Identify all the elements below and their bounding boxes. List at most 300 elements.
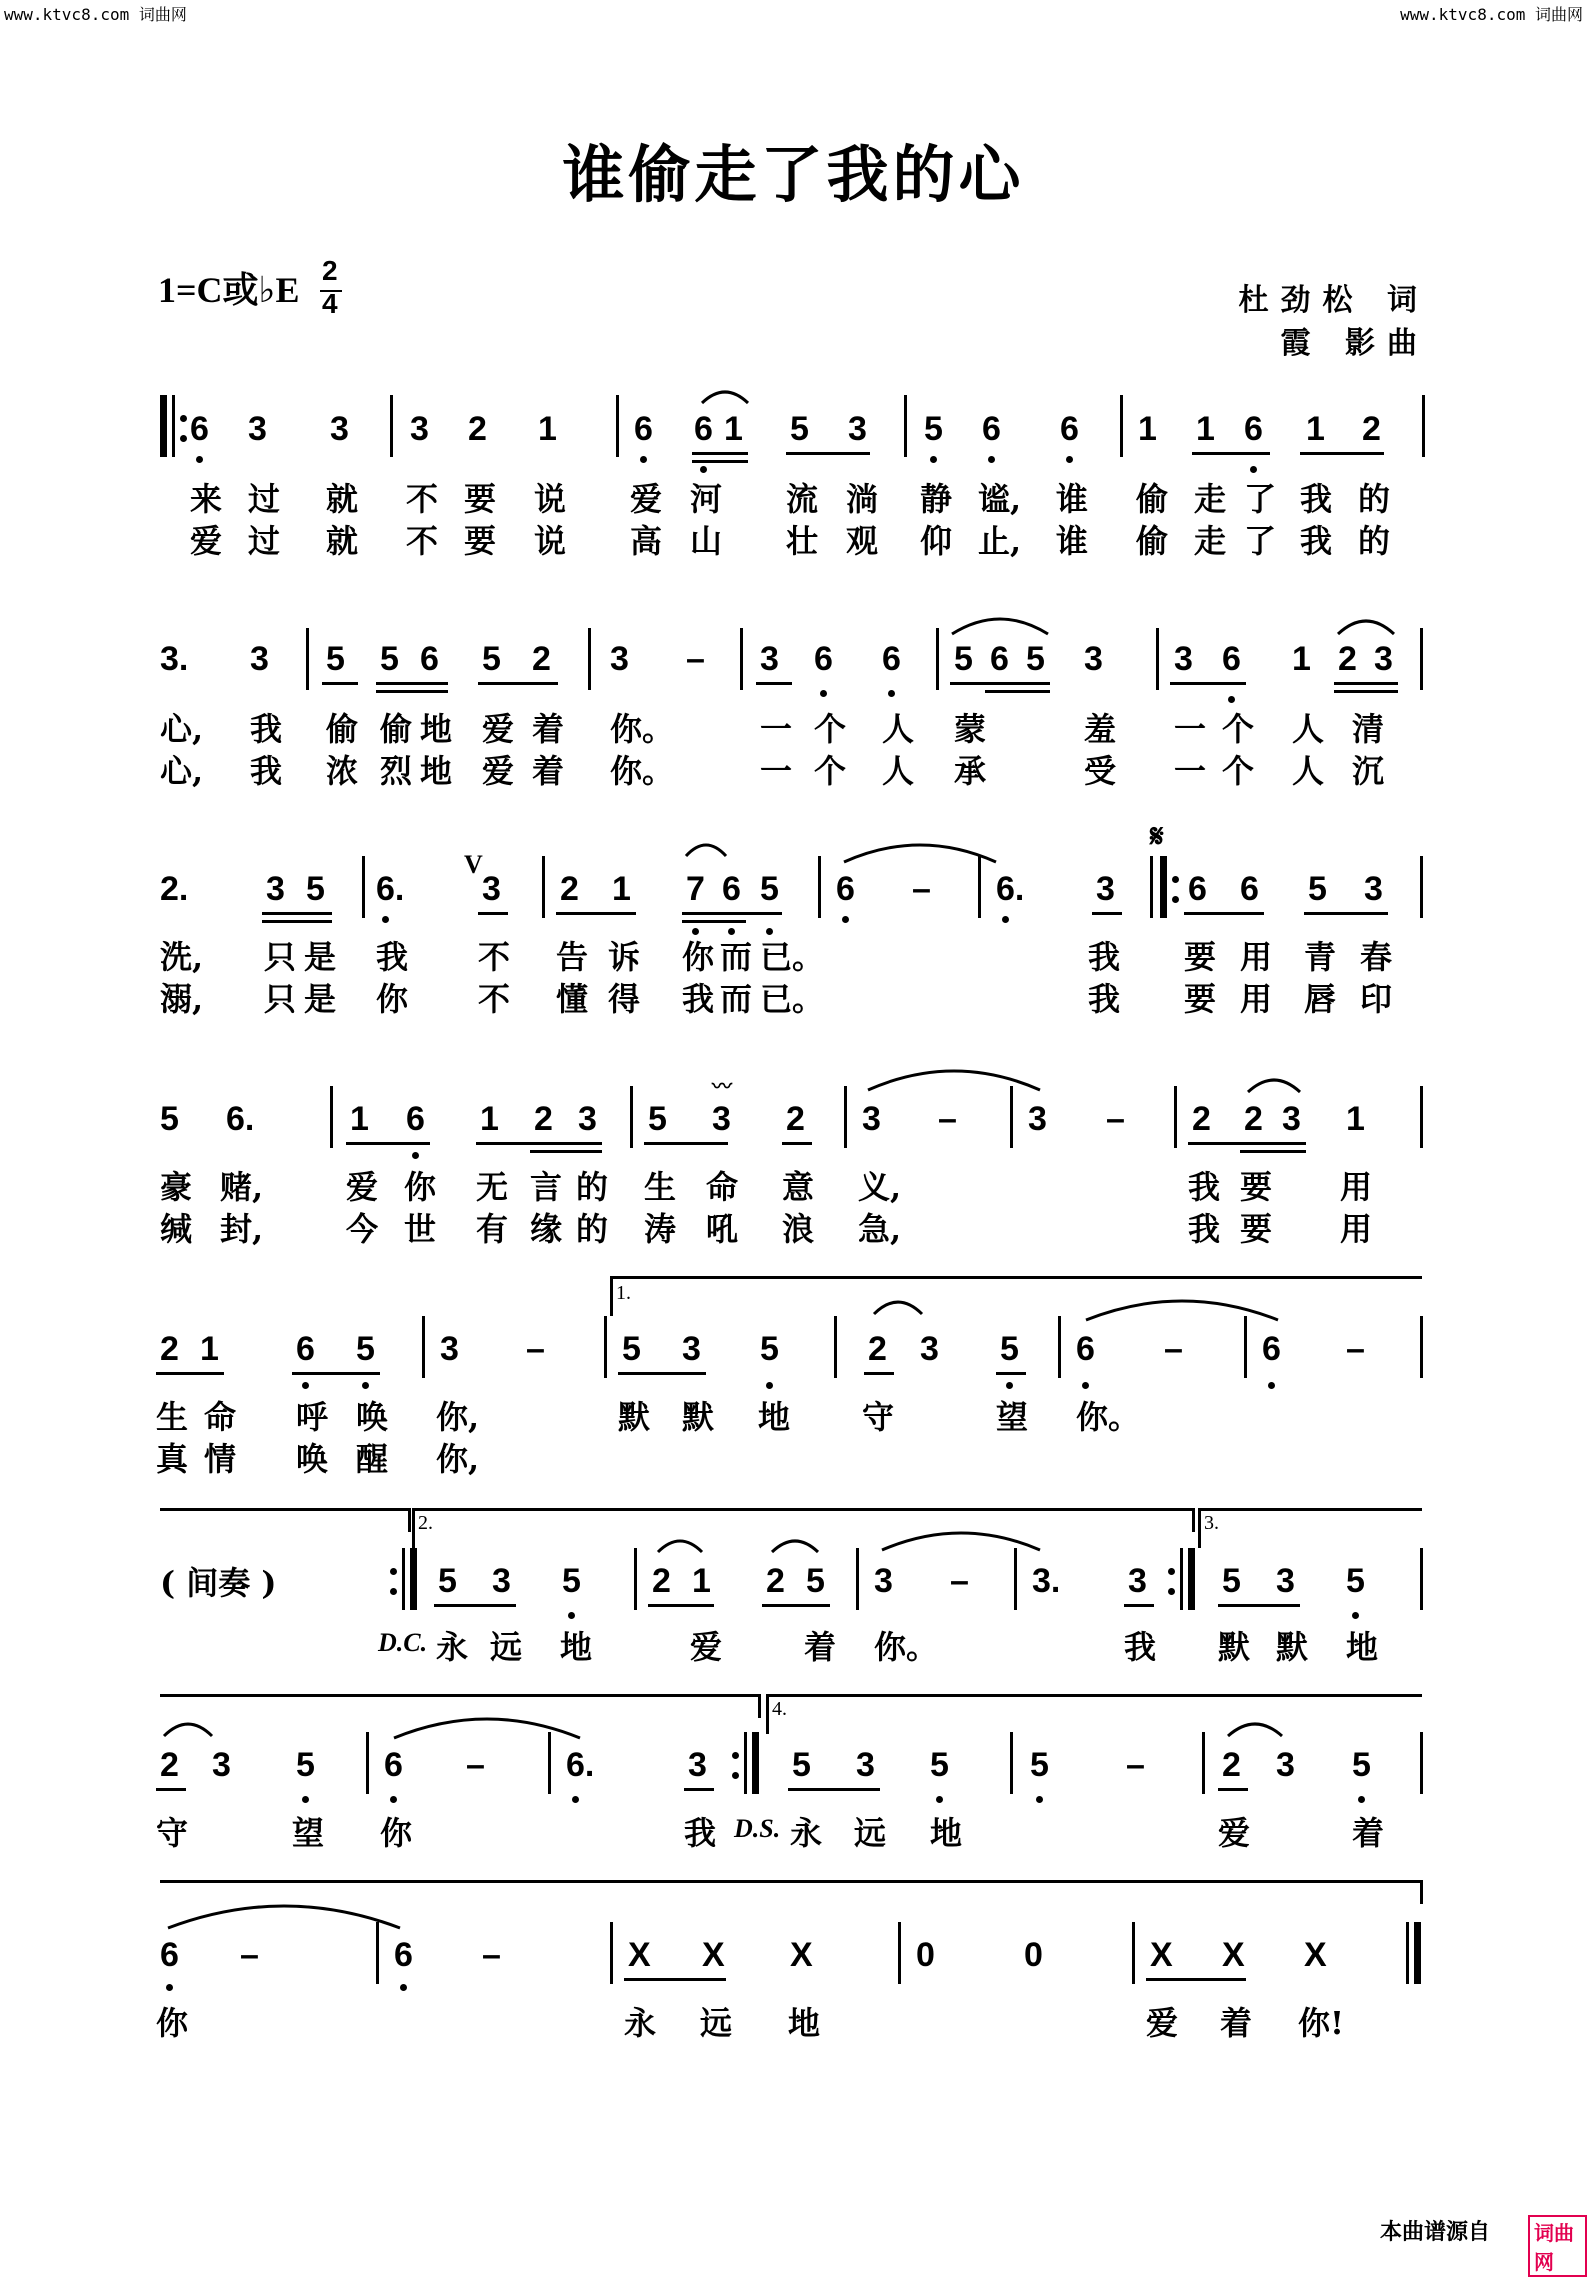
lyric: 世: [404, 1210, 437, 1248]
underline: [1218, 1604, 1300, 1607]
lyric: 偷: [1136, 480, 1169, 518]
note: 6: [1076, 1330, 1095, 1368]
lyric: 清: [1352, 710, 1385, 748]
lyric: 了: [1244, 522, 1277, 560]
lyric: 偷: [326, 710, 359, 748]
lyric: 浪: [782, 1210, 815, 1248]
low-dot: [640, 456, 647, 463]
barline: [740, 628, 743, 690]
note: –: [1164, 1330, 1183, 1368]
lyric: 爱: [482, 752, 515, 790]
lyric: 用: [1340, 1168, 1373, 1206]
repeat-dot: [180, 415, 187, 422]
note: –: [482, 1936, 501, 1974]
note: 3: [1276, 1746, 1295, 1784]
lyric: 爱: [482, 710, 515, 748]
note: 5: [160, 1100, 179, 1138]
tie: [1084, 1294, 1280, 1322]
barline: [936, 628, 939, 690]
note: 6.: [376, 870, 405, 908]
volta-hook: [610, 1276, 613, 1316]
note: 5: [954, 640, 973, 678]
lyric: 壮: [786, 522, 819, 560]
underline: [996, 1372, 1026, 1375]
lyric: 个: [814, 710, 847, 748]
lyric: 你!: [1298, 2004, 1345, 2042]
underline: [434, 1604, 516, 1607]
note: 6: [1222, 640, 1241, 678]
lyric: 生: [644, 1168, 677, 1206]
note: 5: [792, 1746, 811, 1784]
lyric: 默: [618, 1398, 651, 1436]
note: 5: [562, 1562, 581, 1600]
lyric: 河: [690, 480, 723, 518]
repeat-dot: [1168, 1568, 1175, 1575]
note: 0: [916, 1936, 935, 1974]
note: X: [1150, 1936, 1173, 1974]
note: 6: [882, 640, 901, 678]
note: 1: [538, 410, 557, 448]
lyric: 地: [420, 710, 453, 748]
underline: [624, 1978, 726, 1981]
lyric: 我: [1188, 1168, 1221, 1206]
note: 7: [686, 870, 705, 908]
lyric: 用: [1340, 1210, 1373, 1248]
barline: [898, 1922, 901, 1984]
underline: [556, 912, 636, 915]
lyric: 要: [1240, 1210, 1273, 1248]
note: –: [1106, 1100, 1125, 1138]
barline: [422, 1316, 425, 1378]
volta-hook: [766, 1694, 769, 1734]
lyric: 要: [1184, 938, 1217, 976]
lyric: 一: [1174, 710, 1207, 748]
lyric: 我: [684, 1814, 717, 1852]
volta-line: [412, 1508, 1192, 1511]
tie: [166, 1898, 402, 1930]
note: 5: [806, 1562, 825, 1600]
underline: [644, 1142, 728, 1145]
lyric: 一: [760, 752, 793, 790]
barline: [1156, 628, 1159, 690]
volta-line: [160, 1508, 410, 1511]
note: 3: [578, 1100, 597, 1138]
lyric: 仰: [920, 522, 953, 560]
lyric: 默: [1276, 1628, 1309, 1666]
lyric: 我: [682, 980, 715, 1018]
barline: [1202, 1732, 1205, 1794]
note: 3: [682, 1330, 701, 1368]
underline: [692, 460, 748, 463]
lyric: 我: [1088, 938, 1121, 976]
lyric: 偷: [380, 710, 413, 748]
slur: [162, 1718, 214, 1738]
barline: [548, 1732, 551, 1794]
lyric: 望: [996, 1398, 1029, 1436]
lyric: 爱: [190, 522, 223, 560]
low-dot: [988, 456, 995, 463]
lyric: 爱: [1146, 2004, 1179, 2042]
note: 2: [1244, 1100, 1263, 1138]
underline: [1240, 1150, 1306, 1153]
lyric: 观: [846, 522, 879, 560]
volta-line: [766, 1694, 1422, 1697]
lyric: 你: [376, 980, 409, 1018]
note: 6.: [566, 1746, 595, 1784]
underline: [1170, 682, 1246, 685]
lyric: 说: [534, 522, 567, 560]
slur: [872, 1296, 924, 1316]
lyric: 烈: [380, 752, 413, 790]
lyric: 义,: [858, 1168, 902, 1206]
volta-hook: [408, 1508, 411, 1532]
low-dot: [820, 690, 827, 697]
lyric: 望: [292, 1814, 325, 1852]
lyric: 永: [790, 1814, 823, 1852]
lyric: 地: [788, 2004, 821, 2042]
repeat-end-bar: [410, 1548, 417, 1610]
note: 1: [1346, 1100, 1365, 1138]
breath-mark: V: [464, 850, 483, 879]
volta-hook: [1420, 1880, 1423, 1904]
lyric: 你: [682, 938, 715, 976]
underline: [262, 912, 332, 915]
slur: [950, 612, 1050, 636]
barline: [172, 395, 175, 457]
note: 5: [1030, 1746, 1049, 1784]
underline: [1124, 1604, 1154, 1607]
underline: [648, 1604, 714, 1607]
volta-line: [1198, 1508, 1422, 1511]
repeat-dot: [732, 1752, 739, 1759]
volta-2-label: 2.: [418, 1512, 433, 1534]
low-dot: [166, 1984, 173, 1991]
final-bar: [1414, 1922, 1421, 1984]
barline: [844, 1086, 847, 1148]
note: 1: [692, 1562, 711, 1600]
note: 3: [248, 410, 267, 448]
note: 5: [648, 1100, 667, 1138]
note: 5: [790, 410, 809, 448]
low-dot: [1036, 1796, 1043, 1803]
slur: [770, 1534, 820, 1554]
lyric: 赌,: [220, 1168, 264, 1206]
note: 2: [652, 1562, 671, 1600]
header-left[interactable]: www.ktvc8.com 词曲网: [4, 5, 187, 24]
note: X: [702, 1936, 725, 1974]
underline: [1092, 912, 1122, 915]
note: 6: [420, 640, 439, 678]
underline: [1146, 1978, 1246, 1981]
barline: [744, 1732, 747, 1794]
lyric: 地: [758, 1398, 791, 1436]
low-dot: [196, 456, 203, 463]
barline: [1058, 1316, 1061, 1378]
barline: [634, 1548, 637, 1610]
note: 5: [1346, 1562, 1365, 1600]
lyric: 告: [556, 938, 589, 976]
lyric: 的: [576, 1210, 609, 1248]
lyric: 爱: [346, 1168, 379, 1206]
note: 5: [930, 1746, 949, 1784]
lyric: 远: [700, 2004, 733, 2042]
low-dot: [362, 1382, 369, 1389]
note: –: [912, 870, 931, 908]
low-dot: [568, 1612, 575, 1619]
low-dot: [766, 1382, 773, 1389]
barline: [818, 856, 821, 918]
note: 6: [836, 870, 855, 908]
underline: [1218, 1788, 1248, 1791]
lyric: 说: [534, 480, 567, 518]
lyric: 远: [490, 1628, 523, 1666]
volta-hook: [412, 1508, 415, 1548]
note: 6: [190, 410, 209, 448]
note: X: [790, 1936, 813, 1974]
underline: [692, 452, 748, 455]
repeat-dot: [1172, 876, 1179, 883]
low-dot: [842, 916, 849, 923]
footer-source: 本曲谱源自: [1380, 2220, 1491, 2245]
barline: [1180, 1548, 1183, 1610]
underline: [864, 1372, 894, 1375]
underline: [478, 912, 508, 915]
lyric: 要: [464, 480, 497, 518]
underline: [376, 682, 448, 685]
note: 2: [468, 410, 487, 448]
low-dot: [1066, 456, 1073, 463]
lyric: 唤: [296, 1440, 329, 1478]
slur: [700, 385, 750, 405]
lyric: 唇: [1304, 980, 1337, 1018]
time-sig-bottom: 4: [322, 288, 338, 319]
barline: [616, 395, 619, 457]
underline: [985, 690, 1050, 693]
note: –: [938, 1100, 957, 1138]
lyric: 印: [1360, 980, 1393, 1018]
lyric: 高: [630, 522, 663, 560]
lyric: 无: [476, 1168, 509, 1206]
lyric: 懂: [556, 980, 589, 1018]
note: 2: [160, 1746, 179, 1784]
note: 3: [482, 870, 501, 908]
low-dot: [390, 1796, 397, 1803]
barline: [542, 856, 545, 918]
lyric: 要: [1184, 980, 1217, 1018]
barline: [630, 1086, 633, 1148]
note: 3.: [160, 640, 189, 678]
note: 5: [1026, 640, 1045, 678]
lyric: 你,: [436, 1440, 480, 1478]
underline: [1334, 682, 1398, 685]
volta-line: [160, 1694, 760, 1697]
note: 3: [874, 1562, 893, 1600]
lyric: 情: [204, 1440, 237, 1478]
lyric: 默: [682, 1398, 715, 1436]
tie: [880, 1526, 1042, 1552]
repeat-start-bar: [1160, 856, 1167, 918]
barline: [1420, 628, 1423, 690]
note: 6.: [996, 870, 1025, 908]
lyric: 人: [1292, 710, 1325, 748]
low-dot: [302, 1796, 309, 1803]
lyric: 要: [1240, 1168, 1273, 1206]
segno-sign: 𝄋: [1150, 818, 1164, 854]
lyric: 得: [608, 980, 641, 1018]
lyric: 沉: [1352, 752, 1385, 790]
underline: [156, 1788, 186, 1791]
lyric: 溺,: [160, 980, 204, 1018]
volta-line: [610, 1276, 1422, 1279]
lyric: 着: [532, 752, 565, 790]
underline: [376, 690, 448, 693]
low-dot: [1006, 1382, 1013, 1389]
underline: [530, 1150, 602, 1153]
note: 5: [924, 410, 943, 448]
lyric: 受: [1084, 752, 1117, 790]
lyric: 着: [804, 1628, 837, 1666]
low-dot: [1352, 1612, 1359, 1619]
lyric: 你: [156, 2004, 189, 2042]
slur: [1226, 1718, 1284, 1738]
lyric: 人: [882, 710, 915, 748]
low-dot: [1268, 1382, 1275, 1389]
barline: [366, 1732, 369, 1794]
mordent-icon: 〰: [712, 1076, 732, 1098]
note: –: [526, 1330, 545, 1368]
note: 3: [856, 1746, 875, 1784]
underline: [292, 1372, 380, 1375]
note: 5: [438, 1562, 457, 1600]
lyric: 谧,: [978, 480, 1022, 518]
low-dot: [1250, 466, 1257, 473]
low-dot: [412, 1152, 419, 1159]
lyric: 山: [690, 522, 723, 560]
note: 5: [356, 1330, 375, 1368]
lyric: 我: [1124, 1628, 1157, 1666]
slur: [1336, 614, 1396, 636]
note: 3: [1084, 640, 1103, 678]
lyric: 我: [250, 710, 283, 748]
lyric: 不: [478, 938, 511, 976]
lyric: 诉: [608, 938, 641, 976]
note: 2: [786, 1100, 805, 1138]
underline: [262, 920, 332, 923]
lyric: 我: [376, 938, 409, 976]
note: 2: [1192, 1100, 1211, 1138]
barline: [856, 1548, 859, 1610]
lyric: 命: [706, 1168, 739, 1206]
note: 3: [410, 410, 429, 448]
lyric: 不: [406, 480, 439, 518]
note: 5: [1000, 1330, 1019, 1368]
note: 1: [200, 1330, 219, 1368]
note: 6: [634, 410, 653, 448]
lyric: 永: [624, 2004, 657, 2042]
note: 5: [760, 1330, 779, 1368]
underline: [1184, 912, 1264, 915]
lyric: 你。: [610, 710, 675, 748]
lyric: 你: [404, 1168, 437, 1206]
lyric: 着: [532, 710, 565, 748]
lyric: 唤: [356, 1398, 389, 1436]
lyric: 爱: [630, 480, 663, 518]
lyric: 你。: [610, 752, 675, 790]
note: 2: [160, 1330, 179, 1368]
lyric: 着: [1220, 2004, 1253, 2042]
note: 1: [480, 1100, 499, 1138]
volta-1-label: 1.: [616, 1282, 631, 1304]
underline: [1192, 452, 1270, 455]
low-dot: [1358, 1796, 1365, 1803]
barline: [1132, 1922, 1135, 1984]
underline: [1188, 1142, 1306, 1145]
header-right[interactable]: www.ktvc8.com 词曲网: [1400, 5, 1583, 24]
lyric: 用: [1240, 980, 1273, 1018]
volta-4-label: 4.: [772, 1698, 787, 1720]
barline: [1150, 856, 1153, 918]
lyric: 只: [264, 938, 297, 976]
lyric: 过: [248, 522, 281, 560]
underline: [1304, 912, 1388, 915]
note: 3: [1128, 1562, 1147, 1600]
lyric: 我: [1300, 522, 1333, 560]
underline: [950, 682, 1050, 685]
lyric: 个: [1222, 752, 1255, 790]
lyric: 我: [1088, 980, 1121, 1018]
lyric: 止,: [978, 522, 1022, 560]
note: 6: [990, 640, 1009, 678]
barline: [1420, 1732, 1423, 1794]
note: 1: [1138, 410, 1157, 448]
note: 5: [622, 1330, 641, 1368]
volta-hook: [1192, 1508, 1195, 1532]
underline: [322, 682, 358, 685]
note: 3: [1282, 1100, 1301, 1138]
lyric: 今: [346, 1210, 379, 1248]
low-dot: [1082, 1382, 1089, 1389]
lyric: 只: [264, 980, 297, 1018]
lyric: 流: [786, 480, 819, 518]
low-dot: [700, 466, 707, 473]
barline: [1174, 1086, 1177, 1148]
note: 5: [306, 870, 325, 908]
note: –: [240, 1936, 259, 1974]
footer-logo[interactable]: 词曲网: [1528, 2215, 1587, 2277]
note: –: [686, 640, 705, 678]
underline: [1334, 690, 1398, 693]
note: 3: [712, 1100, 731, 1138]
repeat-start-bar: [160, 395, 167, 457]
slur: [1246, 1074, 1302, 1094]
lyric: 羞: [1084, 710, 1117, 748]
barline: [834, 1316, 837, 1378]
lyric: 谁: [1056, 522, 1089, 560]
repeat-end-bar: [1188, 1548, 1195, 1610]
note: 5: [326, 640, 345, 678]
lyric: 我: [1188, 1210, 1221, 1248]
lyric: 我: [250, 752, 283, 790]
note: –: [1126, 1746, 1145, 1784]
note: 1: [1292, 640, 1311, 678]
repeat-dot: [180, 435, 187, 442]
note: 2: [534, 1100, 553, 1138]
barline: [1420, 1548, 1423, 1610]
note: 3: [330, 410, 349, 448]
note: 2: [560, 870, 579, 908]
time-sig-top: 2: [322, 255, 338, 286]
note: 3: [1364, 870, 1383, 908]
